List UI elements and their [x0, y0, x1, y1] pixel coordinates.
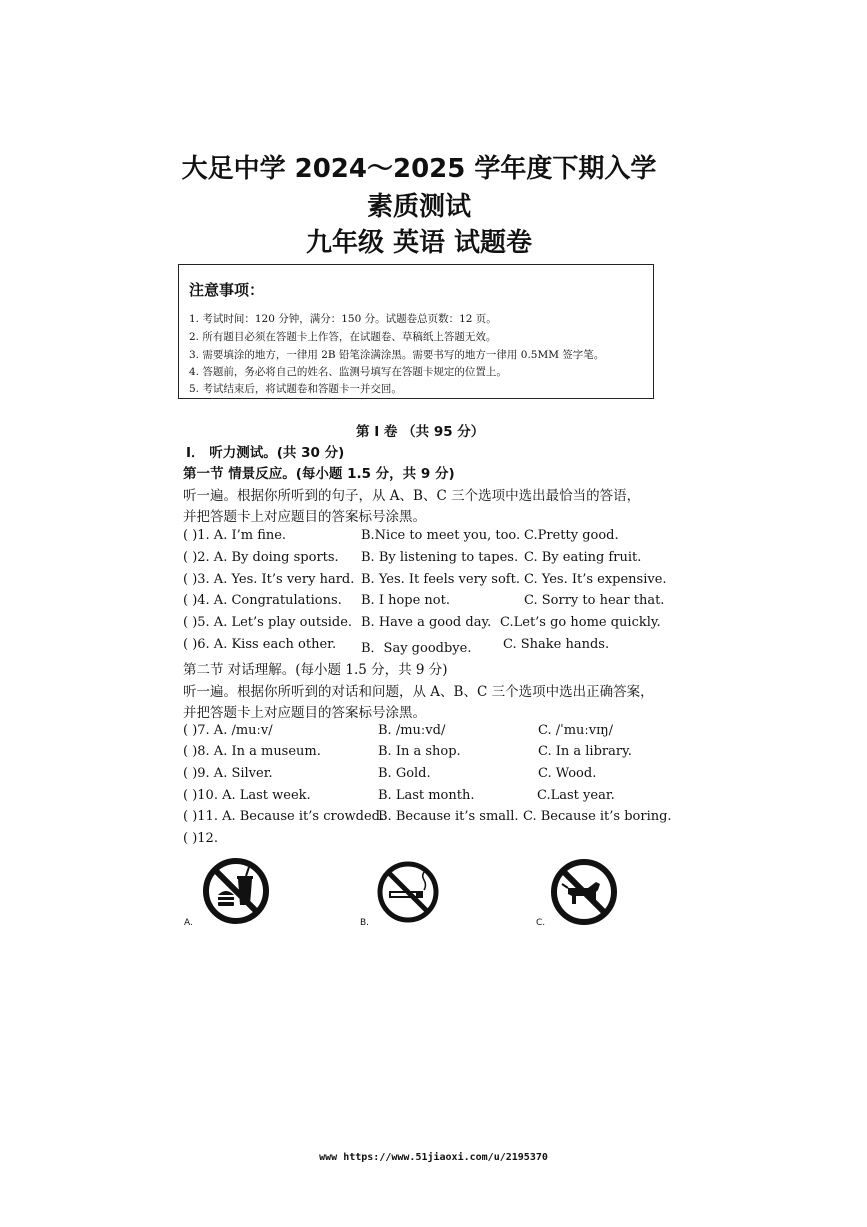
question-2-b: B. By listening to tapes.: [361, 550, 519, 565]
question-7-b: B. /muːvd/: [378, 723, 446, 738]
question-12: ( )12.: [183, 831, 218, 846]
question-5-a: ( )5. A. Let’s play outside.: [183, 615, 353, 630]
notice-heading: 注意事项：: [189, 281, 265, 299]
exam-title-line2: 素质测试: [366, 192, 471, 222]
question-3-b: B. Yes. It feels very soft.: [361, 572, 520, 587]
instruction-line: 听一遍。根据你所听到的句子，从 A、B、C 三个选项中选出最恰当的答语，: [183, 488, 641, 504]
subsection-title-2: 第二节 对话理解。(每小题 1.5 分，共 9 分): [183, 662, 448, 678]
question-9-c: C. Wood.: [538, 766, 597, 781]
no-food-drink-icon: [202, 857, 270, 929]
notice-item: 4. 答题前，务必将自己的姓名、监测号填写在答题卡规定的位置上。: [189, 366, 507, 378]
question-11-b: B. Because it’s small.: [378, 809, 519, 824]
question-1-a: ( )1. A. I’m fine.: [183, 528, 287, 543]
question-1-c: C.Pretty good.: [524, 528, 619, 543]
no-dogs-icon: [550, 858, 618, 930]
section-title-listening: I． 听力测试。(共 30 分): [186, 445, 345, 461]
question-8-b: B. In a shop.: [378, 744, 461, 759]
instruction-line: 并把答题卡上对应题目的答案标号涂黑。: [183, 509, 426, 525]
notice-box: [178, 264, 654, 399]
question-5-c: C.Let’s go home quickly.: [500, 615, 661, 630]
option-letter-c: C.: [536, 918, 546, 928]
instruction-line: 听一遍。根据你所听到的对话和问题，从 A、B、C 三个选项中选出正确答案，: [183, 684, 654, 700]
question-4-b: B. I hope not.: [361, 593, 450, 608]
notice-item: 5. 考试结束后，将试题卷和答题卡一并交回。: [189, 383, 402, 395]
question-9-b: B. Gold.: [378, 766, 431, 781]
question-8-c: C. In a library.: [538, 744, 632, 759]
question-10-c: C.Last year.: [537, 788, 615, 803]
question-4-c: C. Sorry to hear that.: [524, 593, 665, 608]
option-letter-a: A.: [184, 918, 193, 928]
question-7-a: ( )7. A. /muːv/: [183, 723, 273, 738]
notice-item: 2. 所有题目必须在答题卡上作答，在试题卷、草稿纸上答题无效。: [189, 331, 497, 343]
question-2-a: ( )2. A. By doing sports.: [183, 550, 339, 565]
question-6-c: C. Shake hands.: [503, 637, 610, 652]
part-heading: 第 I 卷 （共 95 分）: [356, 424, 485, 440]
no-smoking-icon: [376, 860, 440, 928]
option-letter-b: B.: [360, 918, 370, 928]
footer-url: www https://www.51jiaoxi.com/u/2195370: [319, 1152, 548, 1163]
question-6-b: B．Say goodbye.: [361, 641, 472, 656]
question-11-a: ( )11. A. Because it’s crowded.: [183, 809, 385, 824]
exam-title-line1: 大足中学 2024～2025 学年度下期入学: [181, 154, 657, 184]
notice-item: 1. 考试时间：120 分钟，满分：150 分。试题卷总页数：12 页。: [189, 313, 497, 325]
question-10-b: B. Last month.: [378, 788, 475, 803]
notice-item: 3. 需要填涂的地方，一律用 2B 铅笔涂满涂黑。需要书写的地方一律用 0.5MM 签字笔。: [189, 349, 605, 361]
question-8-a: ( )8. A. In a museum.: [183, 744, 321, 759]
question-3-a: ( )3. A. Yes. It’s very hard.: [183, 572, 355, 587]
question-1-b: B.Nice to meet you, too.: [361, 528, 521, 543]
question-3-c: C. Yes. It’s expensive.: [524, 572, 667, 587]
question-9-a: ( )9. A. Silver.: [183, 766, 273, 781]
question-5-b: B. Have a good day.: [361, 615, 492, 630]
subsection-title-1: 第一节 情景反应。(每小题 1.5 分，共 9 分): [183, 466, 455, 482]
question-10-a: ( )10. A. Last week.: [183, 788, 311, 803]
exam-title-line3: 九年级 英语 试题卷: [305, 228, 533, 258]
instruction-line: 并把答题卡上对应题目的答案标号涂黑。: [183, 705, 426, 721]
question-4-a: ( )4. A. Congratulations.: [183, 593, 342, 608]
question-11-c: C. Because it’s boring.: [523, 809, 672, 824]
question-2-c: C. By eating fruit.: [524, 550, 642, 565]
question-6-a: ( )6. A. Kiss each other.: [183, 637, 337, 652]
question-7-c: C. /ˈmuːvɪŋ/: [538, 723, 614, 738]
